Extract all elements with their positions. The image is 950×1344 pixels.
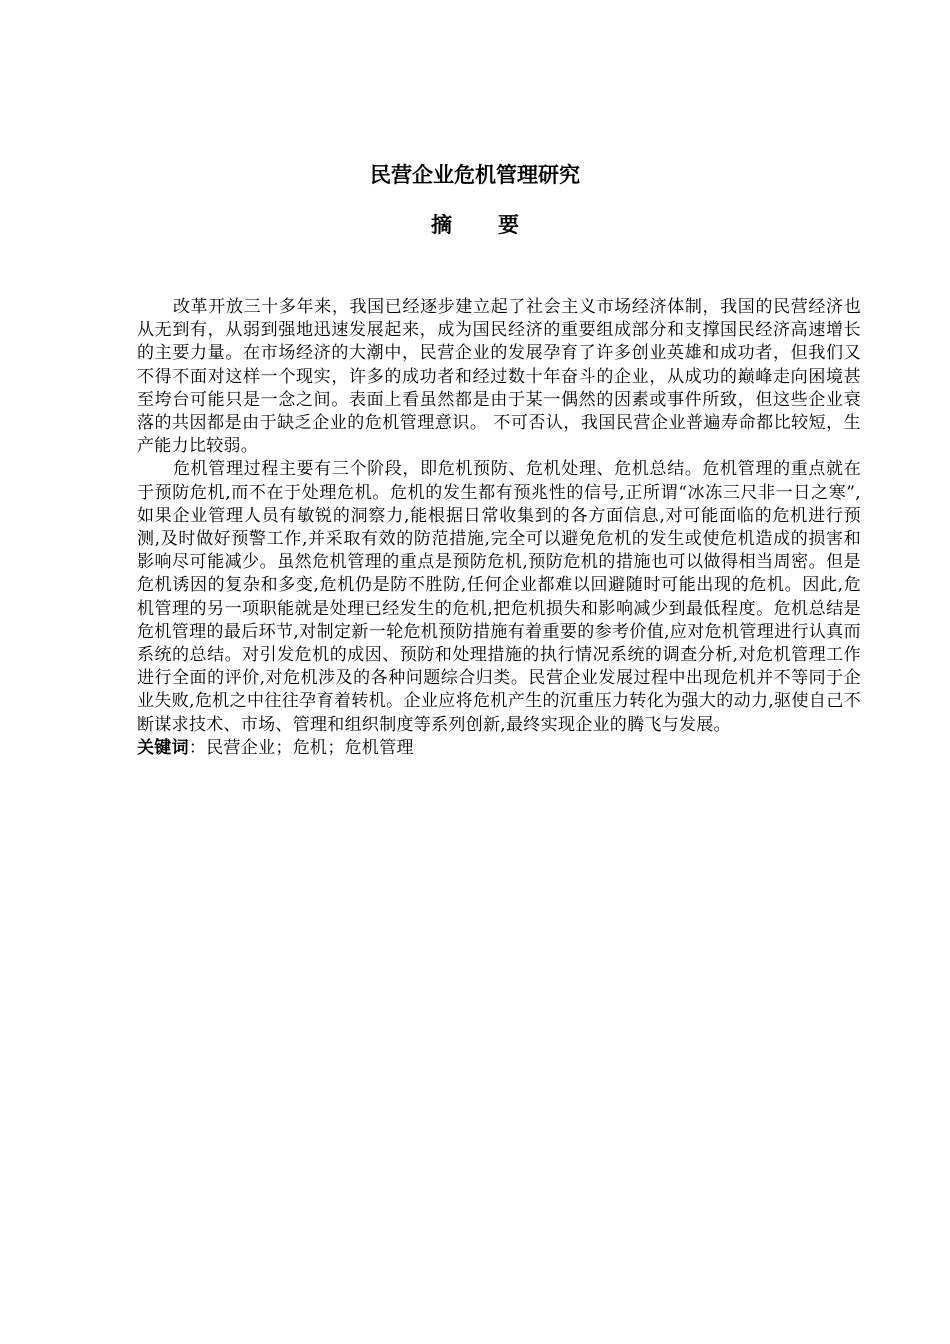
abstract-paragraph-1: 改革开放三十多年来，我国已经逐步建立起了社会主义市场经济体制，我国的民营经济也从无到有，从弱到强地迅速发展起来，成为国民经济的重要组成部分和支撑国民经济高速增长的主要力量。在市场经济的大潮中，民营企业的发展孕育了许多创业英雄和成功者，但我们又不得不面对这样一个现实，许多的成功者和经过数十年奋斗的企业，从成功的巅峰走向困境甚至垮台可能只是一念之间。表面上看虽然都是由于某一偶然的因素或事件所致，但这些企业衰落的共因都是由于缺乏企业的危机管理意识。 不可否认，我国民营企业普遍寿命都比较短，生产能力比较弱。 xyxy=(137,297,861,457)
abstract-heading xyxy=(0,210,950,240)
keywords-label: 关键词 xyxy=(137,737,189,758)
abstract-body xyxy=(137,296,861,760)
abstract-paragraph-2: 危机管理过程主要有三个阶段，即危机预防、危机处理、危机总结。危机管理的重点就在于预防危机,而不在于处理危机。危机的发生都有预兆性的信号,正所谓“冰冻三尺非一日之寒”,如果企业管理人员有敏锐的洞察力,能根据日常收集到的各方面信息,对可能面临的危机进行预测,及时做好预警工作,并采取有效的防范措施,完全可以避免危机的发生或使危机造成的损害和影响尽可能减少。虽然危机管理的重点是预防危机,预防危机的措施也可以做得相当周密。但是危机诱因的复杂和多变,危机仍是防不胜防,任何企业都难以回避随时可能出现的危机。因此,危机管理的另一项职能就是处理已经发生的危机,把危机损失和影响减少到最低程度。危机总结是危机管理的最后环节,对制定新一轮危机预防措施有着重要的参考价值,应对危机管理进行认真而系统的总结。对引发危机的成因、预防和处理措施的执行情况系统的调查分析,对危机管理工作进行全面的评价,对危机涉及的各种问题综合归类。民营企业发展过程中出现危机并不等同于企业失败,危机之中往往孕育着转机。企业应将危机产生的沉重压力转化为强大的动力,驱使自己不断谋求技术、市场、管理和组织制度等系列创新,最终实现企业的腾飞与发展。 xyxy=(137,459,861,735)
keywords-value: 民营企业；危机；危机管理 xyxy=(206,737,414,758)
keywords-colon: ： xyxy=(188,737,207,758)
abstract-heading-char-1: 摘 xyxy=(431,213,452,237)
abstract-heading-char-2: 要 xyxy=(498,213,519,237)
keywords-line xyxy=(137,737,861,760)
document-title: 民营企业危机管理研究 xyxy=(370,163,580,187)
